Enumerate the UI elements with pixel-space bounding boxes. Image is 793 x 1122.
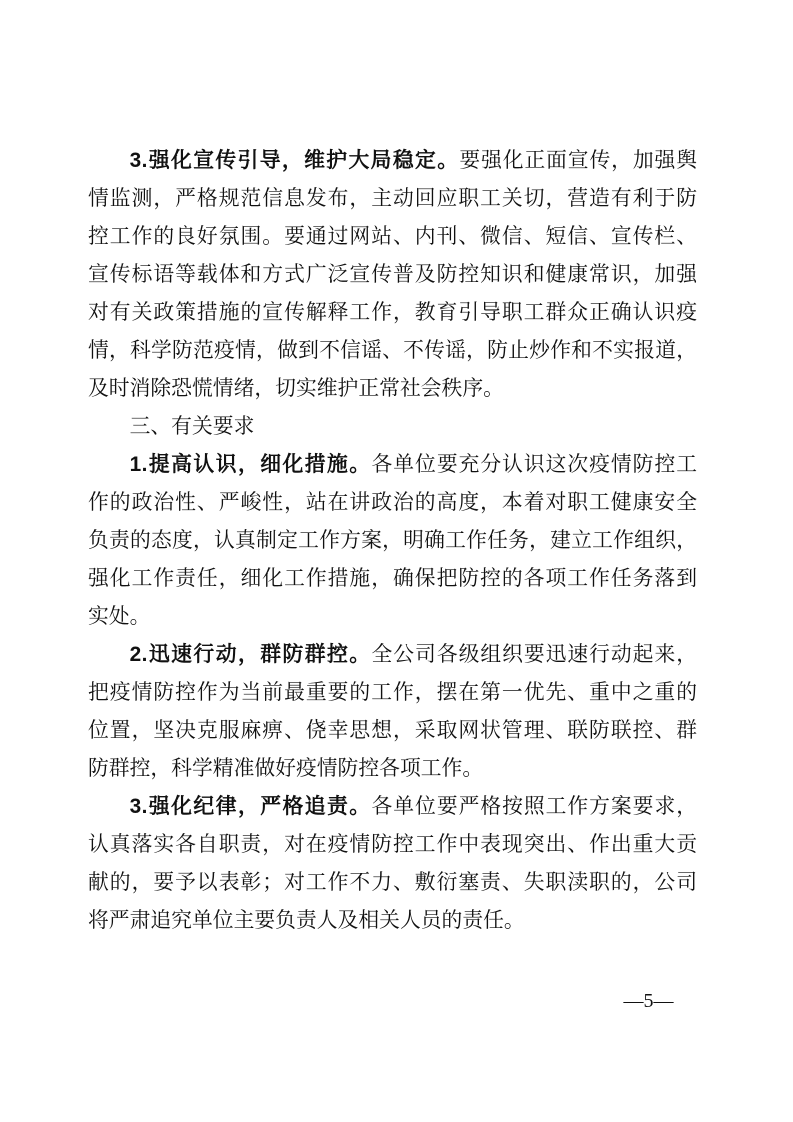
paragraph-line — [88, 864, 697, 902]
text-run: 对有关政策措施的宣传解释工作，教育引导职工群众正确认识疫 — [88, 301, 697, 324]
text-run: 情，科学防范疫情，做到不信谣、不传谣，防止炒作和不实报道， — [88, 339, 697, 362]
document-body — [88, 142, 697, 940]
text-run: 宣传标语等载体和方式广泛宣传普及防控知识和健康常识，加强 — [88, 263, 697, 286]
paragraph-line — [88, 598, 697, 636]
text-run: 全公司各级组织要迅速行动起来， — [371, 643, 697, 666]
paragraph-line — [88, 636, 697, 674]
paragraph-line — [88, 180, 697, 218]
paragraph-line — [88, 446, 697, 484]
bold-heading-run: 3.强化宣传引导，维护大局稳定。 — [129, 149, 460, 172]
paragraph-line — [88, 674, 697, 712]
bold-heading-run: 3.强化纪律，严格追责。 — [129, 795, 372, 818]
paragraph-line — [88, 712, 697, 750]
text-run: 强化工作责任，细化工作措施，确保把防控的各项工作任务落到 — [88, 567, 697, 590]
paragraph-line — [88, 370, 697, 408]
section-heading — [88, 408, 697, 446]
text-run: 各单位要严格按照工作方案要求， — [371, 795, 697, 818]
page-number: —5— — [623, 990, 674, 1012]
paragraph-line — [88, 522, 697, 560]
paragraph-line — [88, 142, 697, 180]
text-run: 作的政治性、严峻性，站在讲政治的高度，本着对职工健康安全 — [88, 491, 697, 514]
text-run: 实处。 — [88, 605, 151, 628]
text-run: 献的，要予以表彰；对工作不力、敷衍塞责、失职渎职的，公司 — [88, 871, 697, 894]
text-run: 三、有关要求 — [129, 415, 255, 438]
text-run: 把疫情防控作为当前最重要的工作，摆在第一优先、重中之重的 — [88, 681, 697, 704]
paragraph-line — [88, 788, 697, 826]
text-run: 将严肃追究单位主要负责人及相关人员的责任。 — [88, 909, 525, 932]
text-run: 情监测，严格规范信息发布，主动回应职工关切，营造有利于防 — [88, 187, 697, 210]
paragraph-line — [88, 560, 697, 598]
text-run: 控工作的良好氛围。要通过网站、内刊、微信、短信、宣传栏、 — [88, 225, 697, 248]
text-run: 及时消除恐慌情绪，切实维护正常社会秩序。 — [88, 377, 504, 400]
paragraph-line — [88, 294, 697, 332]
paragraph-line — [88, 902, 697, 940]
bold-heading-run: 1.提高认识，细化措施。 — [129, 453, 372, 476]
text-run: 各单位要充分认识这次疫情防控工 — [371, 453, 697, 476]
text-run: 负责的态度，认真制定工作方案，明确工作任务，建立工作组织， — [88, 529, 697, 552]
text-run: 防群控，科学精准做好疫情防控各项工作。 — [88, 757, 484, 780]
paragraph-line — [88, 332, 697, 370]
paragraph-line — [88, 750, 697, 788]
text-run: 认真落实各自职责，对在疫情防控工作中表现突出、作出重大贡 — [88, 833, 697, 856]
paragraph-line — [88, 256, 697, 294]
text-run: 位置，坚决克服麻痹、侥幸思想，采取网状管理、联防联控、群 — [88, 719, 697, 742]
text-run: 要强化正面宣传，加强舆 — [459, 149, 697, 172]
paragraph-line — [88, 484, 697, 522]
paragraph-line — [88, 826, 697, 864]
bold-heading-run: 2.迅速行动，群防群控。 — [129, 643, 372, 666]
paragraph-line — [88, 218, 697, 256]
